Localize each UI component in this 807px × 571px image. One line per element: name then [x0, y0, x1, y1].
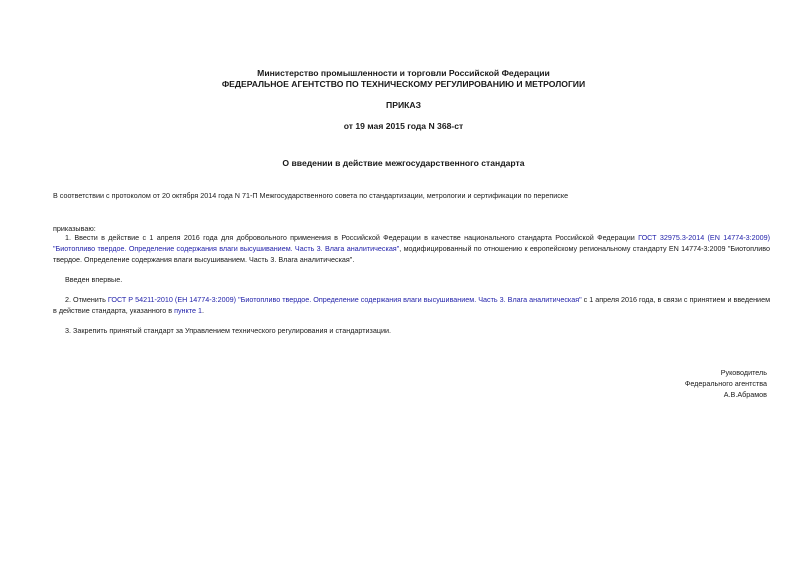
order-item-2 — [53, 294, 770, 316]
order-item-3: 3. Закрепить принятый стандарт за Управлением технического регулирования и стандартизации. — [65, 326, 391, 335]
item2-post: . — [201, 306, 204, 315]
ministry-heading: Министерство промышленности и торговли Российской Федерации — [257, 68, 550, 78]
subject-heading: О введении в действие межгосударственного стандарта — [282, 158, 525, 168]
order-item-1 — [53, 232, 770, 265]
signature-name: А.В.Абрамов — [723, 390, 767, 399]
item1-post: , модифицированный по отношению к европейскому региональному стандарту EN 14774-3:2009 "Биотопливо твердое. Определение содержания влаги высушиванием. Часть 3. Влага аналитическая". — [53, 244, 770, 264]
item1-pre: 1. Ввести в действие с 1 апреля 2016 года для добровольного применения в Российской Федерации в качестве национального стандарта Российской Федерации — [65, 233, 639, 242]
signature-title: Руководитель — [720, 368, 767, 377]
doc-date-heading: от 19 мая 2015 года N 368-ст — [343, 121, 464, 131]
agency-heading: ФЕДЕРАЛЬНОЕ АГЕНТСТВО ПО ТЕХНИЧЕСКОМУ РЕГУЛИРОВАНИЮ И МЕТРОЛОГИИ — [221, 79, 586, 89]
preamble: В соответствии с протоколом от 20 октября 2014 года N 71-П Межгосударственного совета по стандартизации, метрологии и сертификации по переписке — [53, 191, 569, 200]
introduced-first-note: Введен впервые. — [65, 275, 123, 284]
orders-label: приказываю: — [53, 224, 96, 233]
gost-r-54211-link[interactable]: ГОСТ Р 54211-2010 (ЕН 14774-3:2009) "Биотопливо твердое. Определение содержания влаги высушиванием. Часть 3. Влага аналитическая" — [107, 295, 582, 304]
item2-mid: с 1 апреля 2016 года, в связи с принятием и введением в действие стандарта, указанного в — [53, 295, 771, 315]
doc-type-heading: ПРИКАЗ — [386, 100, 421, 110]
item2-pre: 2. Отменить — [65, 295, 108, 304]
gost-32975-link[interactable]: ГОСТ 32975.3-2014 (EN 14774-3:2009) "Биотопливо твердое. Определение содержания влаги высушиванием. Часть 3. Влага аналитическая" — [53, 233, 770, 253]
signature-org: Федерального агентства — [684, 379, 767, 388]
preamble-text — [53, 190, 770, 201]
item-1-reference-link[interactable]: пункте 1 — [174, 306, 202, 315]
